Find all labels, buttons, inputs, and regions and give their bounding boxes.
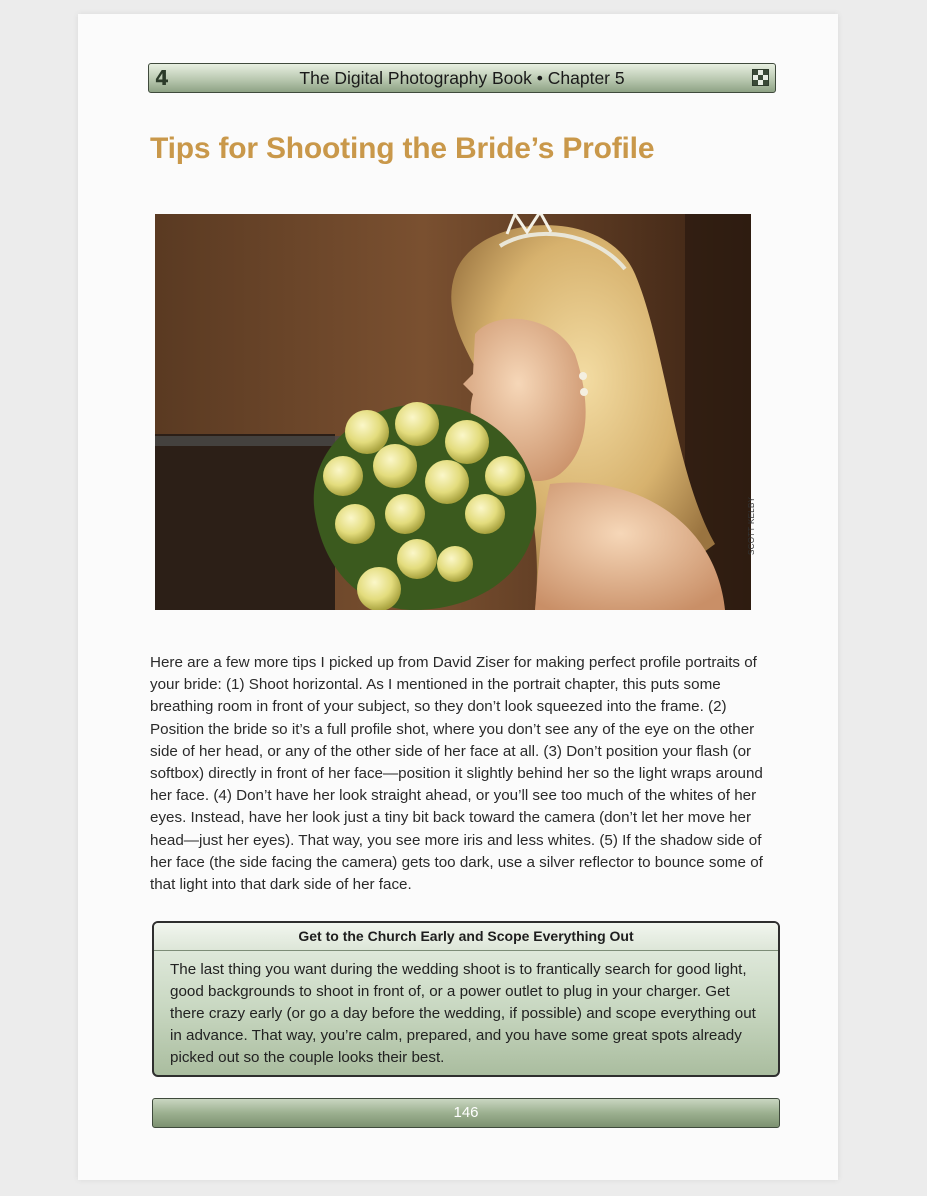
body-paragraph: Here are a few more tips I picked up from David Ziser for making perfect profile portraits of your bride: (1) Shoot horizontal. As I mentioned in the portrait chapter, this puts some breathing room in front of your subject, so they don’t look squeezed into the frame. (2) Position the bride so it’s a full profile shot, where you don’t see any of the eye on the other side of her head, or any of the other side of her face at all. (3) Don’t position your flash (or softbox) directly in front of her face—position it slightly behind her so the light wraps around her face. (4) Don’t have her look straight ahead, or you’ll see too much of the whites of her eyes. Instead, have her look just a tiny bit back toward the camera (don’t let her move her head—just her eyes). That way, you see more iris and less whites. (5) If the shadow side of her face (the side facing the camera) gets too dark, use a silver reflector to bounce some of that light into that dark side of her face. <box>150 654 763 894</box>
tip-heading: Get to the Church Early and Scope Everything Out <box>154 923 778 951</box>
tip-text: The last thing you want during the wedding shoot is to frantically search for good light, good backgrounds to shoot in front of, or a power outlet to plug in your charger. Get there crazy early (or go a day before the wedding, if possible) and scope everything out in advance. That way, you’re calm, prepared, and you have some great spots already picked out so the couple looks their best. <box>170 961 756 1066</box>
tip-box <box>152 921 780 1077</box>
chapter-header-title: The Digital Photography Book • Chapter 5 <box>299 68 625 88</box>
chapter-header-bar <box>148 63 776 93</box>
page-title: Tips for Shooting the Bride’s Profile <box>150 132 655 165</box>
bride-profile-photo <box>155 214 751 610</box>
page-number: 146 <box>453 1104 479 1121</box>
photo-credit: SCOTT KELBY <box>747 496 756 555</box>
dice-icon <box>752 69 769 86</box>
footer-bar <box>152 1098 780 1128</box>
chapter-number-icon: 4 <box>155 66 169 90</box>
